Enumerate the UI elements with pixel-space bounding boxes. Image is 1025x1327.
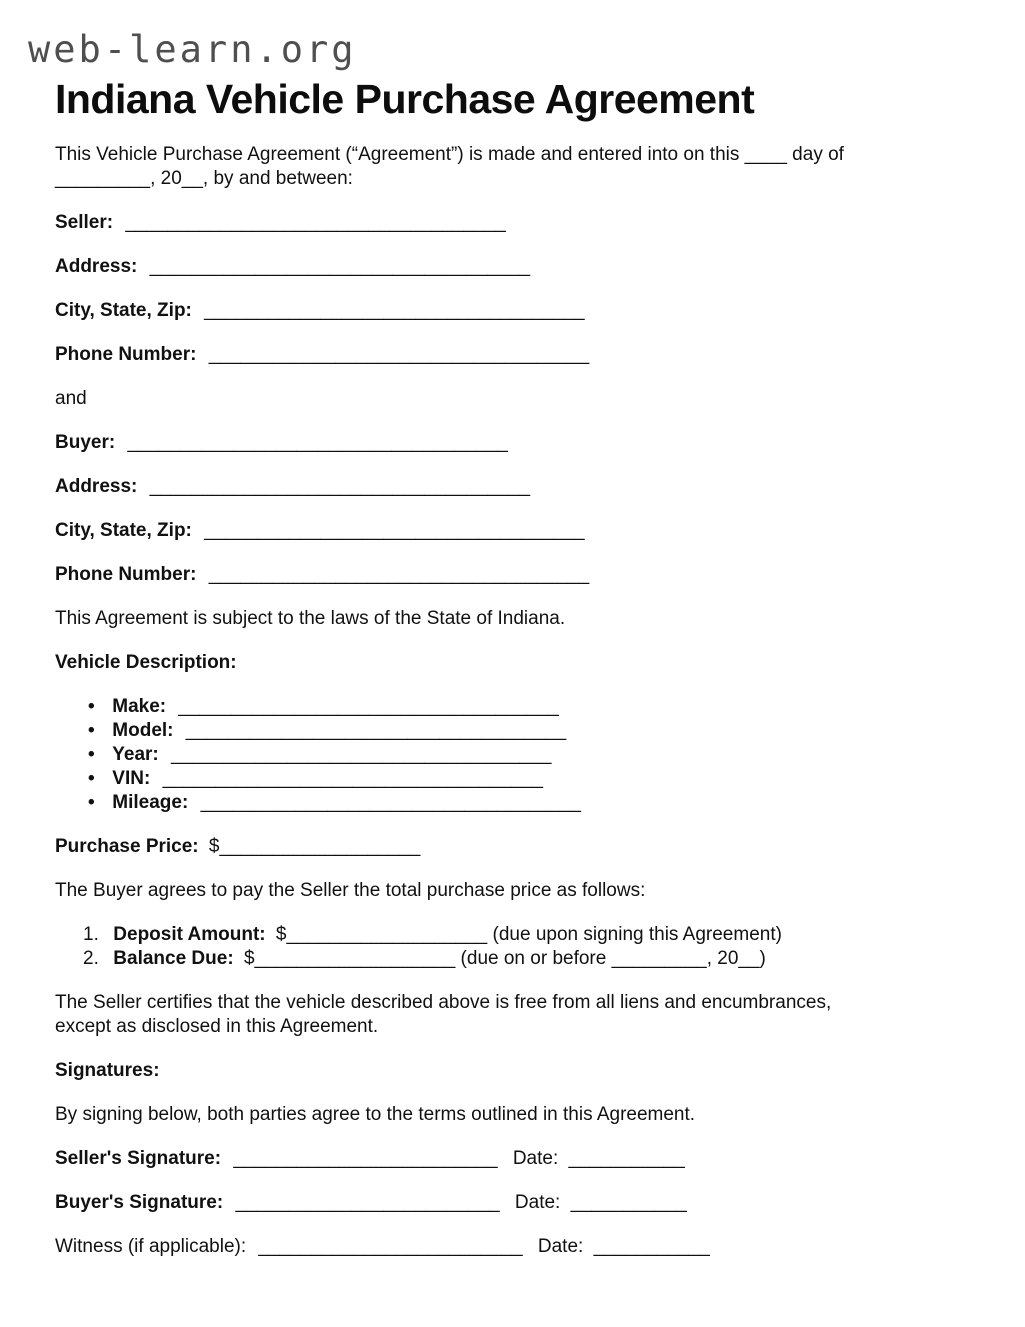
seller-phone-row <box>55 343 967 367</box>
seller-address-label: Address: <box>55 255 138 277</box>
seller-address-row <box>55 255 967 279</box>
signatures-label: Signatures: <box>55 1059 160 1081</box>
balance-due-blank: $___________________ (due on or before _________, 20__) <box>243 947 766 969</box>
buyer-signature-row <box>55 1191 967 1215</box>
buyer-name-blank: ____________________________________ <box>127 431 508 453</box>
buyer-name-row <box>55 431 967 455</box>
vehicle-model-label: Model: <box>112 719 174 741</box>
seller-signature-label: Seller's Signature: <box>55 1147 222 1169</box>
buyer-signature-label: Buyer's Signature: <box>55 1191 224 1213</box>
buyer-date-blank: ___________ <box>570 1191 687 1213</box>
vehicle-mileage-label: Mileage: <box>112 791 189 813</box>
vehicle-item-vin <box>88 767 967 791</box>
vehicle-make-blank: ____________________________________ <box>178 695 559 717</box>
vehicle-make-label: Make: <box>112 695 167 717</box>
vehicle-mileage-blank: ____________________________________ <box>200 791 582 813</box>
vehicle-description-list <box>55 695 967 815</box>
seller-city-state-zip-blank: ____________________________________ <box>204 299 585 321</box>
buyer-signature-blank: _________________________ <box>235 1191 500 1213</box>
buyer-date-label: Date: <box>514 1191 561 1213</box>
seller-phone-blank: ____________________________________ <box>208 343 590 365</box>
site-name: web-learn.org <box>28 28 357 71</box>
deposit-amount-blank: $___________________ (due upon signing this Agreement) <box>275 923 782 945</box>
seller-signature-blank: _________________________ <box>233 1147 498 1169</box>
vehicle-vin-label: VIN: <box>112 767 151 789</box>
deposit-amount-label: Deposit Amount: <box>113 923 266 945</box>
bullet-icon: • <box>88 791 95 813</box>
vehicle-description-label: Vehicle Description: <box>55 651 237 673</box>
vehicle-item-model <box>88 719 967 743</box>
signatures-heading <box>55 1059 967 1083</box>
seller-phone-label: Phone Number: <box>55 343 197 365</box>
vehicle-description-heading <box>55 651 967 675</box>
buyer-phone-label: Phone Number: <box>55 563 197 585</box>
vehicle-vin-blank: ____________________________________ <box>162 767 543 789</box>
deposit-amount-row <box>83 923 967 947</box>
payment-intro: The Buyer agrees to pay the Seller the total purchase price as follows: <box>55 879 646 901</box>
page-title: Indiana Vehicle Purchase Agreement <box>55 75 755 122</box>
signatures-intro: By signing below, both parties agree to the terms outlined in this Agreement. <box>55 1103 696 1125</box>
balance-due-label: Balance Due: <box>113 947 234 969</box>
buyer-phone-row <box>55 563 967 587</box>
witness-date-label: Date: <box>537 1235 584 1257</box>
seller-signature-row <box>55 1147 967 1171</box>
buyer-city-state-zip-row <box>55 519 967 543</box>
list-number: 1. <box>83 923 99 945</box>
list-number: 2. <box>83 947 99 969</box>
witness-label: Witness (if applicable): <box>55 1235 247 1257</box>
purchase-price-label: Purchase Price: <box>55 835 199 857</box>
seller-name-row <box>55 211 967 235</box>
vehicle-year-blank: ____________________________________ <box>171 743 552 765</box>
witness-signature-blank: _________________________ <box>258 1235 523 1257</box>
buyer-city-state-zip-label: City, State, Zip: <box>55 519 192 541</box>
seller-city-state-zip-row <box>55 299 967 323</box>
purchase-price-blank: $___________________ <box>208 835 421 857</box>
vehicle-item-make <box>88 695 967 719</box>
bullet-icon: • <box>88 767 95 789</box>
intro-paragraph: This Vehicle Purchase Agreement (“Agreement”) is made and entered into on this ____ day of _________, 20__, by and between: <box>55 143 844 189</box>
buyer-phone-blank: ____________________________________ <box>208 563 590 585</box>
seller-address-blank: ____________________________________ <box>149 255 531 277</box>
certification-paragraph: The Seller certifies that the vehicle described above is free from all liens and encumbrances, except as disclosed in this Agreement. <box>55 991 832 1037</box>
bullet-icon: • <box>88 743 95 765</box>
law-clause: This Agreement is subject to the laws of the State of Indiana. <box>55 607 566 629</box>
witness-date-blank: ___________ <box>593 1235 710 1257</box>
bullet-icon: • <box>88 719 95 741</box>
balance-due-row <box>83 947 967 971</box>
buyer-address-label: Address: <box>55 475 138 497</box>
buyer-city-state-zip-blank: ____________________________________ <box>204 519 585 541</box>
bullet-icon: • <box>88 695 95 717</box>
seller-date-blank: ___________ <box>568 1147 685 1169</box>
seller-city-state-zip-label: City, State, Zip: <box>55 299 192 321</box>
buyer-address-blank: ____________________________________ <box>149 475 531 497</box>
vehicle-model-blank: ____________________________________ <box>185 719 567 741</box>
witness-signature-row <box>55 1235 967 1259</box>
seller-label: Seller: <box>55 211 114 233</box>
vehicle-item-year <box>88 743 967 767</box>
payment-terms-list <box>55 923 967 971</box>
purchase-price-row <box>55 835 967 859</box>
buyer-label: Buyer: <box>55 431 116 453</box>
vehicle-year-label: Year: <box>112 743 159 765</box>
vehicle-item-mileage <box>88 791 967 815</box>
seller-date-label: Date: <box>512 1147 559 1169</box>
seller-name-blank: ____________________________________ <box>125 211 506 233</box>
connector-text: and <box>55 387 87 409</box>
buyer-address-row <box>55 475 967 499</box>
